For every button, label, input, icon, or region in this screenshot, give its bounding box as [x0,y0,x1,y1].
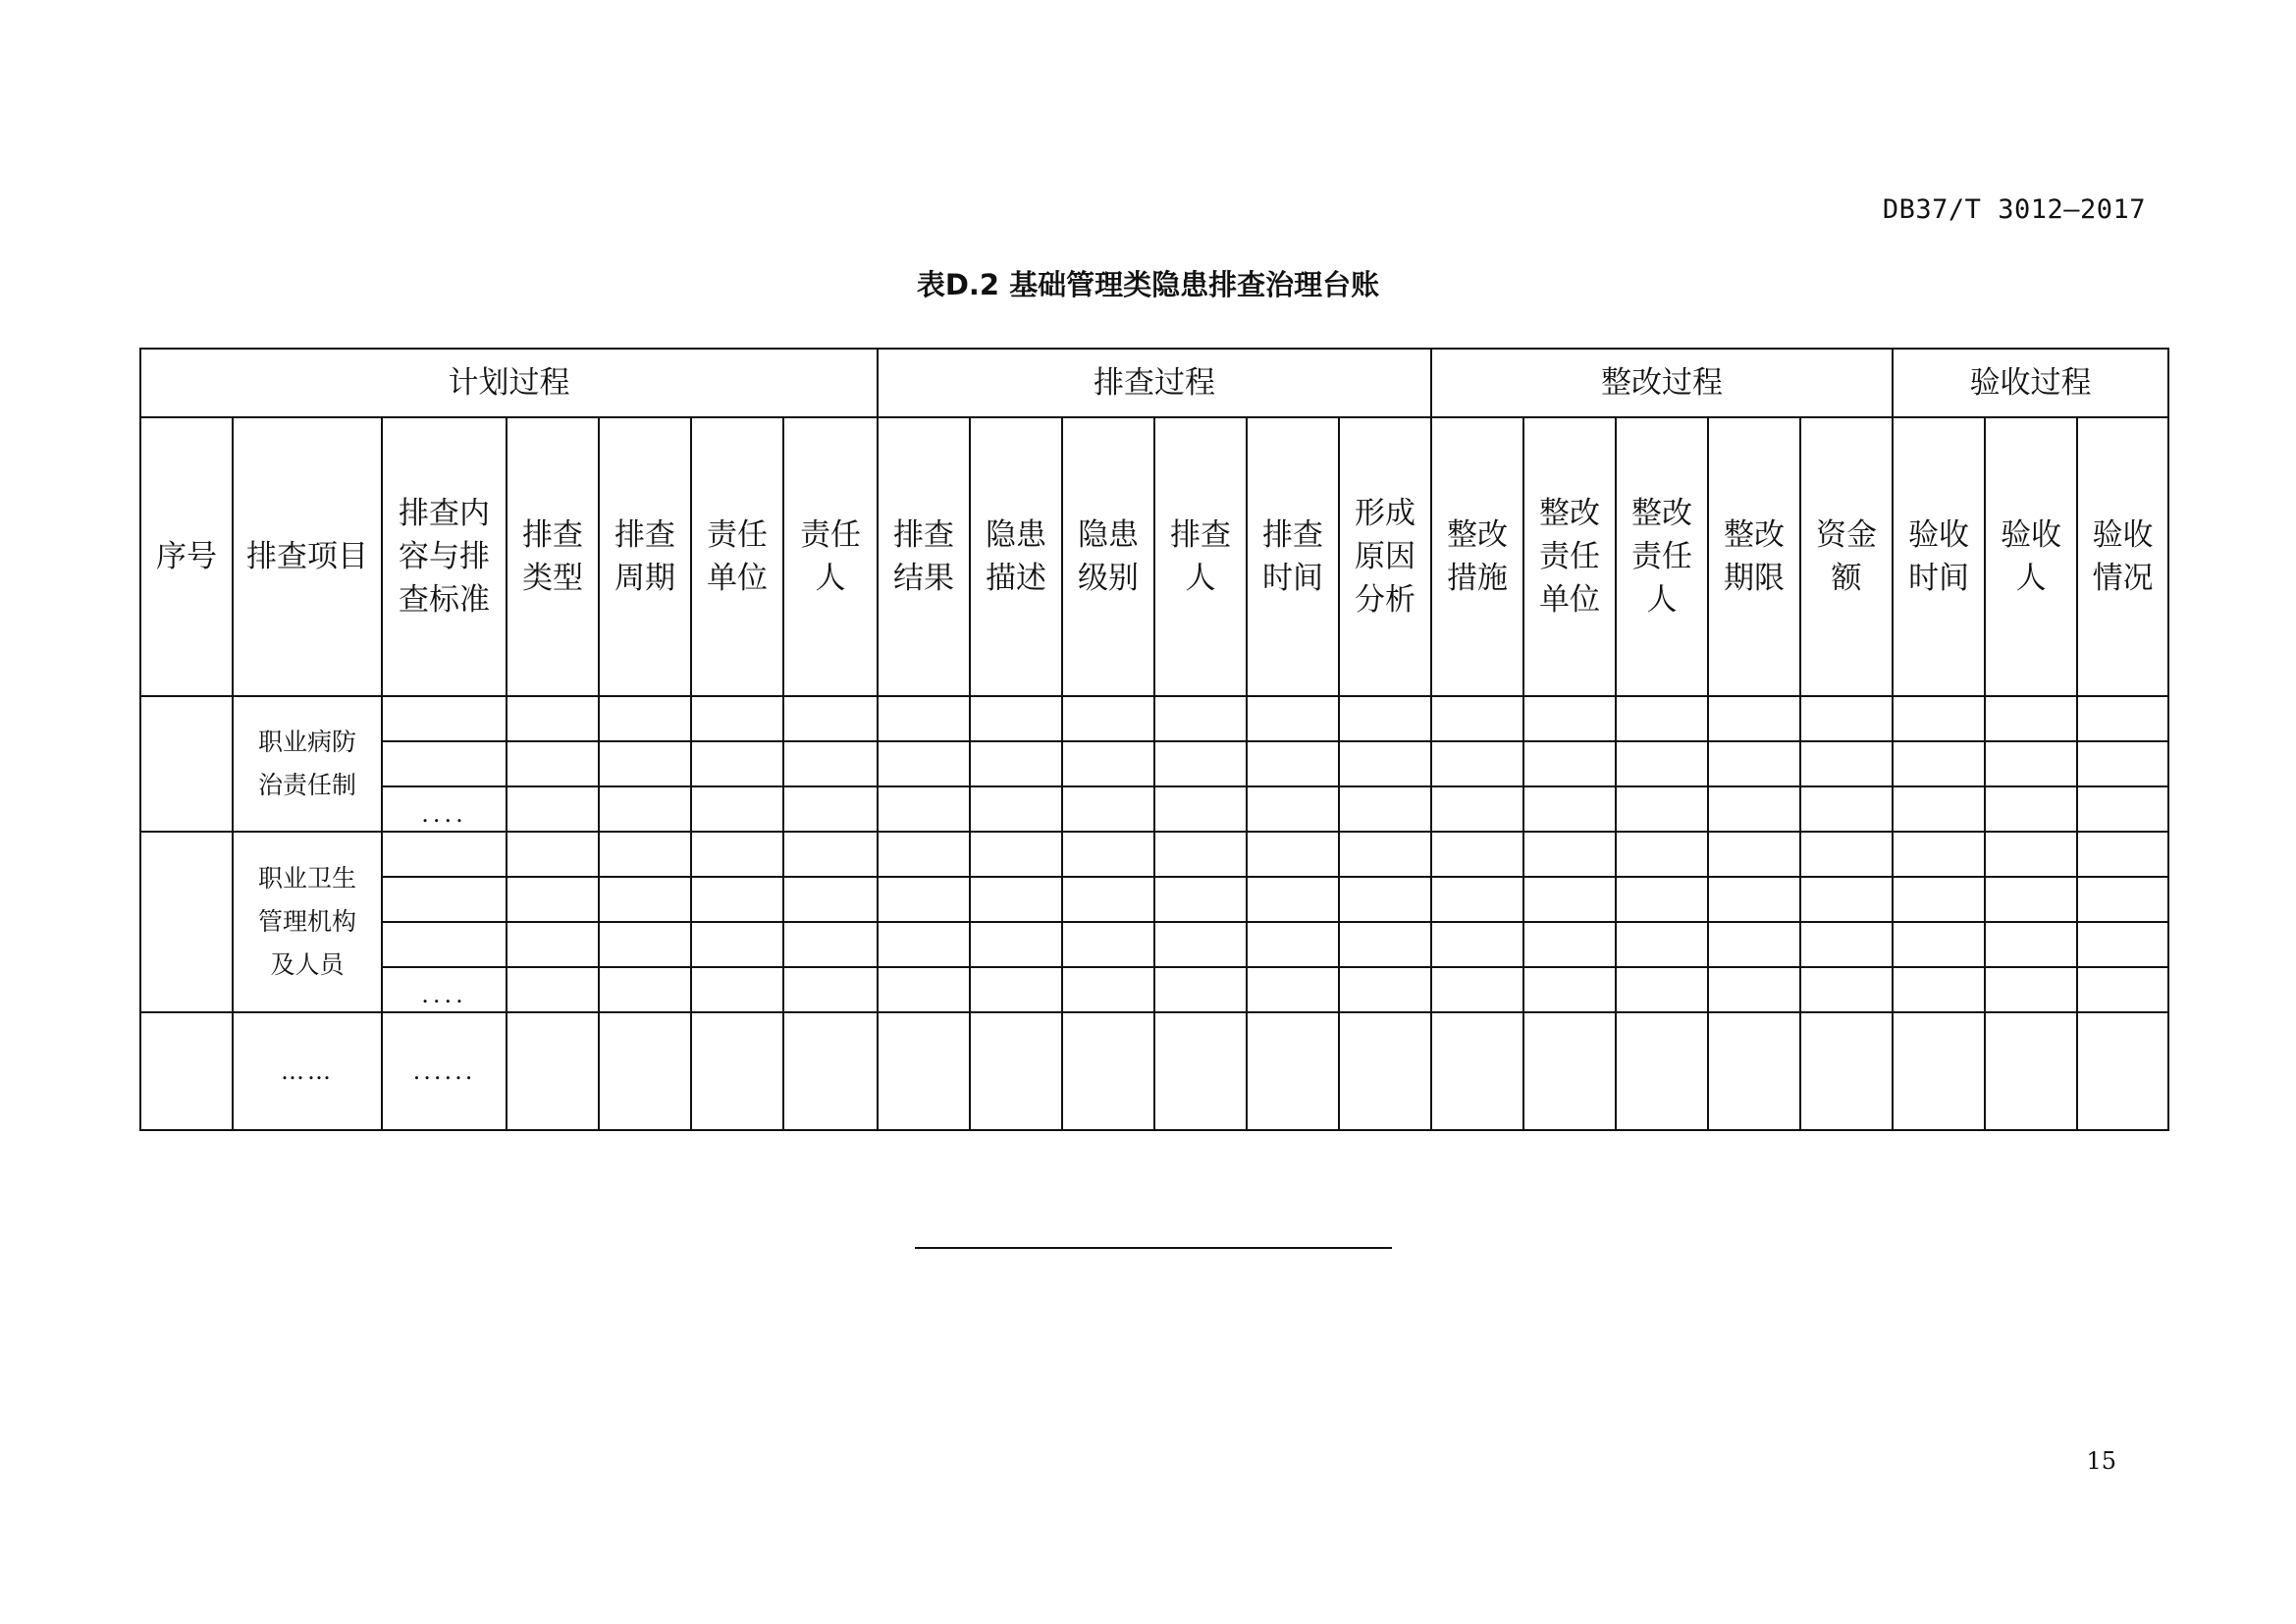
serial-cell [140,696,233,832]
table-cell [970,877,1062,922]
table-cell [1062,696,1154,741]
table-cell [1523,786,1616,832]
header-col-hazard-level [1062,417,1154,696]
header-line: 整改 [1447,517,1508,553]
header-col-inspection-cycle [599,417,691,696]
header-line: 整改 [1631,496,1692,531]
table-cell [1062,922,1154,967]
table-cell [1985,922,2077,967]
inspection-item-line: 管理机构 [257,907,356,936]
header-col-inspection-item [233,417,382,696]
inspection-content-cell [382,741,507,786]
inspection-item-cell [233,832,382,1012]
header-col-rectification-unit [1523,417,1616,696]
header-line: 验收 [1908,517,1970,553]
table-cell [2077,832,2168,877]
table-cell [691,741,783,786]
table-cell [1431,786,1523,832]
continuation-content-ellipsis: ...... [382,1012,507,1130]
header-col-inspection-content-standard [382,417,507,696]
table-cell [878,786,970,832]
table-cell [507,832,599,877]
table-cell [507,922,599,967]
table-cell [1339,1012,1431,1130]
header-line: 排查 [1262,517,1323,553]
table-cell [1708,696,1800,741]
table-cell [1893,922,1985,967]
table-cell [1985,832,2077,877]
table-cell [691,877,783,922]
group-inspection-process: 排查过程 [878,349,1431,417]
table-cell [1431,832,1523,877]
table-cell [1247,877,1339,922]
table-row [140,877,2168,922]
table-cell [2077,696,2168,741]
header-col-responsible-unit [691,417,783,696]
table-cell [1062,741,1154,786]
table-cell [1431,877,1523,922]
table-cell [1062,786,1154,832]
table-cell [691,967,783,1012]
table-cell [1800,786,1893,832]
table-cell [970,922,1062,967]
header-line: 整改 [1724,517,1785,553]
table-cell [1708,741,1800,786]
table-cell [691,832,783,877]
header-col-funding-amount [1800,417,1893,696]
table-cell [507,696,599,741]
table-cell [1154,922,1247,967]
table-row [140,741,2168,786]
standard-code: DB37/T 3012—2017 [1882,194,2146,225]
header-line: 排查内 [399,496,490,531]
table-cell [878,741,970,786]
table-cell [1523,832,1616,877]
table-cell [783,696,878,741]
header-line: 类型 [522,561,583,596]
table-cell [1985,786,2077,832]
table-cell [2077,967,2168,1012]
header-line: 责任 [1539,539,1600,574]
table-cell [1708,1012,1800,1130]
table-cell [1893,832,1985,877]
header-line: 责任 [1631,539,1692,574]
table-cell [1893,1012,1985,1130]
continuation-row [140,1012,2168,1130]
table-cell [1431,696,1523,741]
header-line: 时间 [1908,561,1970,596]
header-line: 排查 [522,517,583,553]
table-title: 表D.2 基础管理类隐患排查治理台账 [916,268,1380,301]
header-line: 单位 [1539,582,1600,618]
table-cell [599,832,691,877]
table-cell [1523,967,1616,1012]
table-cell [1062,967,1154,1012]
table-cell [1154,1012,1247,1130]
table-row [140,832,2168,877]
table-cell [1247,786,1339,832]
header-line: 整改 [1539,496,1600,531]
header-col-responsible-person [783,417,878,696]
table-cell [1616,1012,1708,1130]
table-cell [1154,967,1247,1012]
table-cell [1247,1012,1339,1130]
table-cell [1523,877,1616,922]
header-line: 级别 [1078,561,1139,596]
table-cell [970,832,1062,877]
table-cell [1800,967,1893,1012]
header-col-serial [140,417,233,696]
inspection-content-cell [382,877,507,922]
table-cell [1154,832,1247,877]
header-col-acceptance-person [1985,417,2077,696]
continuation-item-ellipsis: …… [233,1012,382,1130]
table-cell [1523,696,1616,741]
serial-cell [140,832,233,1012]
table-cell [2077,877,2168,922]
header-col-acceptance-status [2077,417,2168,696]
header-line: 隐患 [986,517,1046,553]
table-cell [970,741,1062,786]
table-cell [1893,696,1985,741]
table-cell [599,786,691,832]
table-cell [599,1012,691,1130]
header-line: 单位 [707,561,768,596]
header-col-acceptance-time [1893,417,1985,696]
table-cell [878,922,970,967]
table-cell [1431,1012,1523,1130]
table-cell [1800,696,1893,741]
table-cell [1431,967,1523,1012]
header-line: 周期 [614,561,675,596]
header-col-rectification-person [1616,417,1708,696]
inspection-content-cell [382,696,507,741]
header-line: 责任 [707,517,768,553]
table-cell [1985,877,2077,922]
table-cell [1062,1012,1154,1130]
table-cell [1247,967,1339,1012]
table-cell [2077,741,2168,786]
table-cell [1708,967,1800,1012]
table-row [140,922,2168,967]
table-cell [878,877,970,922]
header-line: 期限 [1724,561,1785,596]
table-cell [1339,786,1431,832]
inspection-content-cell [382,832,507,877]
table-cell [1154,877,1247,922]
header-line: 资金 [1816,517,1878,553]
header-col-inspector [1154,417,1247,696]
header-line: 措施 [1447,561,1508,596]
table-cell [1985,967,2077,1012]
inspection-item-line: 治责任制 [257,771,356,799]
table-cell [1431,741,1523,786]
header-line: 责任 [800,517,861,553]
header-line: 人 [1185,561,1216,596]
table-cell [783,922,878,967]
group-acceptance-process: 验收过程 [1893,349,2168,417]
table-cell [507,877,599,922]
header-line: 形成 [1355,496,1415,531]
table-cell [507,967,599,1012]
header-line: 额 [1831,561,1862,596]
end-of-table-rule [915,1247,1392,1249]
table-cell [783,1012,878,1130]
header-line: 验收 [2092,517,2154,553]
header-line: 隐患 [1078,517,1139,553]
table-cell [1708,877,1800,922]
table-cell [1800,832,1893,877]
group-plan-process: 计划过程 [140,349,878,417]
table-cell [878,696,970,741]
header-line: 描述 [986,561,1046,596]
header-line: 人 [2015,561,2047,596]
table-cell [783,967,878,1012]
table-cell [970,696,1062,741]
table-cell [599,967,691,1012]
table-cell [1800,1012,1893,1130]
table-cell [1616,696,1708,741]
table-cell [878,1012,970,1130]
header-line: 排查项目 [246,539,368,574]
table-cell [1247,741,1339,786]
header-col-rectification-measures [1431,417,1523,696]
inspection-item-cell [233,696,382,832]
table-cell [1800,922,1893,967]
header-line: 排查 [1170,517,1231,553]
table-cell [691,786,783,832]
table-cell [783,786,878,832]
header-line: 容与排 [399,539,490,574]
header-line: 结果 [893,561,954,596]
table-cell [691,922,783,967]
table-cell [1616,832,1708,877]
table-cell [783,877,878,922]
table-cell [507,741,599,786]
table-cell [1247,832,1339,877]
table-cell [2077,786,2168,832]
group-header-row [140,349,2168,417]
table-cell [1800,741,1893,786]
header-col-inspection-type [507,417,599,696]
table-row [140,967,2168,1012]
table-cell [1154,696,1247,741]
header-line: 分析 [1355,582,1415,618]
table-cell [1985,741,2077,786]
table-cell [783,741,878,786]
table-cell [1800,877,1893,922]
inspection-item-line: 职业病防 [257,728,356,756]
table-cell [599,877,691,922]
table-cell [1247,922,1339,967]
header-col-rectification-deadline [1708,417,1800,696]
header-line: 查标准 [399,582,490,618]
table-cell [1247,696,1339,741]
table-cell [970,786,1062,832]
column-header-row [140,417,2168,696]
hazard-ledger-table [139,348,2169,1131]
serial-cell [140,1012,233,1130]
table-cell [1616,741,1708,786]
table-cell [691,1012,783,1130]
table-cell [1523,922,1616,967]
table-cell [1523,741,1616,786]
header-line: 情况 [2092,561,2154,596]
table-cell [599,696,691,741]
table-row [140,696,2168,741]
table-cell [1985,696,2077,741]
table-cell [1339,922,1431,967]
table-cell [970,1012,1062,1130]
table-cell [1154,786,1247,832]
table-cell [970,967,1062,1012]
header-line: 排查 [614,517,675,553]
table-cell [1339,741,1431,786]
inspection-item-line: 及人员 [270,950,345,979]
table-cell [878,832,970,877]
group-rectification-process: 整改过程 [1431,349,1893,417]
table-cell [507,786,599,832]
table-cell [599,922,691,967]
header-line: 原因 [1355,539,1415,574]
table-cell [1062,877,1154,922]
table-cell [507,1012,599,1130]
table-cell [783,832,878,877]
table-cell [1616,967,1708,1012]
header-col-hazard-description [970,417,1062,696]
table-cell [1154,741,1247,786]
header-line: 验收 [2001,517,2062,553]
table-cell [1893,967,1985,1012]
inspection-content-cell [382,922,507,967]
header-col-inspection-result [878,417,970,696]
page-number: 15 [2086,1447,2116,1475]
table-cell [1893,786,1985,832]
table-cell [1893,741,1985,786]
table-cell [2077,1012,2168,1130]
table-cell [1893,877,1985,922]
table-cell [1616,877,1708,922]
table-cell [1339,877,1431,922]
table-cell [2077,922,2168,967]
header-line: 排查 [893,517,954,553]
table-cell [1339,832,1431,877]
table-cell [878,967,970,1012]
table-cell [1616,922,1708,967]
table-cell [1339,967,1431,1012]
header-col-cause-analysis [1339,417,1431,696]
table-cell [1708,832,1800,877]
header-line: 人 [815,561,846,596]
table-cell [1616,786,1708,832]
header-line: 人 [1646,582,1678,618]
table-row [140,786,2168,832]
continuation-dots: .... [382,967,507,1012]
table-cell [1708,922,1800,967]
continuation-dots: .... [382,786,507,832]
table-cell [1708,786,1800,832]
header-line: 序号 [156,539,217,574]
table-cell [1985,1012,2077,1130]
header-line: 时间 [1262,561,1323,596]
table-cell [1339,696,1431,741]
table-cell [599,741,691,786]
table-cell [1523,1012,1616,1130]
header-col-inspection-time [1247,417,1339,696]
table-cell [691,696,783,741]
inspection-item-line: 职业卫生 [257,864,356,893]
table-cell [1062,832,1154,877]
table-cell [1431,922,1523,967]
